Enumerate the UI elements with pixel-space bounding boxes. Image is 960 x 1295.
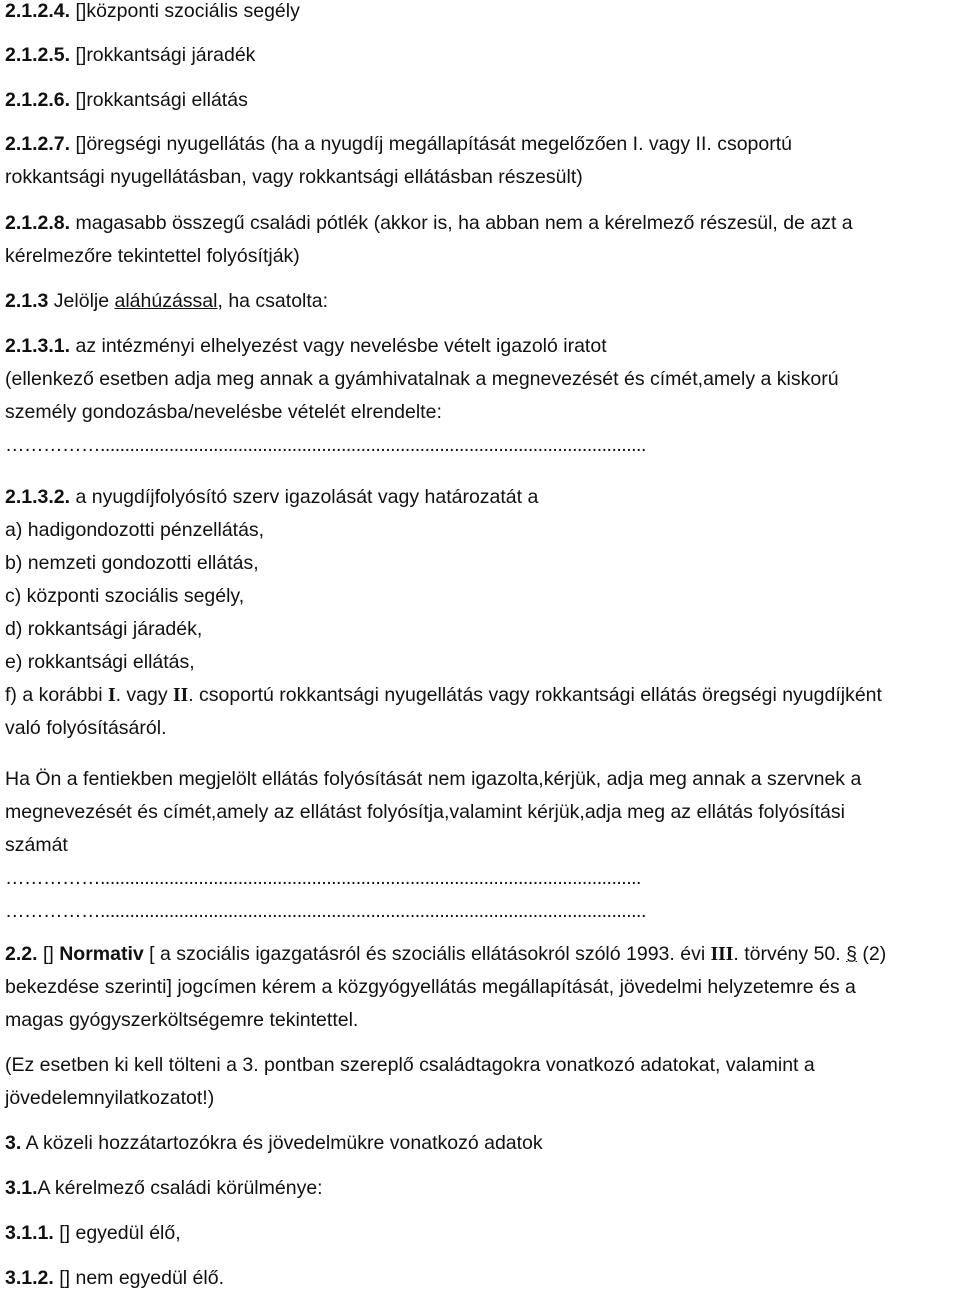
item-text: Jelölje <box>48 290 115 312</box>
item-2-2 <box>5 938 955 1037</box>
item-number: 2.1.3 <box>5 290 49 312</box>
item-text: az intézményi elhelyezést vagy nevelésbe vételt igazoló iratot <box>70 335 607 357</box>
item-number: 2.1.2.4. <box>5 0 71 22</box>
list-item: b) nemzeti gondozotti ellátás, <box>5 552 259 574</box>
item-number: 3.1.1. <box>5 1222 54 1244</box>
item-2-1-3-2 <box>5 481 955 745</box>
fill-in-dotted-line[interactable]: …………….............................................................................................................. <box>5 867 641 889</box>
parenthetical-note <box>5 1049 955 1115</box>
item-text: (2) <box>856 943 887 965</box>
item-number: 3.1.2. <box>5 1267 54 1289</box>
roman-numeral: III <box>710 944 734 965</box>
item-text: . törvény 50. <box>733 943 847 965</box>
item-2-1-2-8 <box>5 207 955 273</box>
item-text: []rokkantsági ellátás <box>70 89 248 111</box>
item-text-continued: kérelmezőre tekintettel folyósítják) <box>5 245 300 267</box>
notice-text: számát <box>5 834 68 856</box>
item-text-continued: (ellenkező esetben adja meg annak a gyámhivatalnak a megnevezését és címét,amely a kiskorú <box>5 368 839 390</box>
item-number: 2.1.2.8. <box>5 212 71 234</box>
item-number: 2.1.2.7. <box>5 133 71 155</box>
list-item-text: . vagy <box>115 684 174 706</box>
item-2-1-2-5 <box>5 39 955 72</box>
item-number: 2.1.3.2. <box>5 486 71 508</box>
list-item <box>5 679 955 712</box>
section-title: A kérelmező családi körülménye: <box>37 1177 323 1199</box>
item-text-continued: bekezdése szerinti] jogcímen kérem a közgyógyellátás megállapítását, jövedelmi helyzetemre és a <box>5 976 856 998</box>
item-text-end: , ha csatolta: <box>217 290 329 312</box>
note-text: jövedelemnyilatkozatot!) <box>5 1087 215 1109</box>
list-item-text: . csoportú rokkantsági nyugellátás vagy rokkantsági ellátás öregségi nyugdíjként <box>188 684 882 706</box>
list-item: a) hadigondozotti pénzellátás, <box>5 519 265 541</box>
section-title: A közeli hozzátartozókra és jövedelmükre vonatkozó adatok <box>21 1132 543 1154</box>
list-item: c) központi szociális segély, <box>5 585 245 607</box>
item-text: [] nem egyedül élő. <box>53 1267 224 1289</box>
item-text: a nyugdíjfolyósító szerv igazolását vagy határozatát a <box>70 486 539 508</box>
item-number: 2.1.3.1. <box>5 335 71 357</box>
item-number: 2.1.2.5. <box>5 44 71 66</box>
notice-text: Ha Ön a fentiekben megjelölt ellátás folyósítását nem igazolta,kérjük, adja meg annak a szervnek a <box>5 768 862 790</box>
item-text-continued: személy gondozásba/nevelésbe vételét elrendelte: <box>5 401 442 423</box>
notice-text: megnevezését és címét,amely az ellátást folyósítja,valamint kérjük,adja meg az ellátás folyósítási <box>5 801 845 823</box>
roman-numeral: II <box>173 685 189 706</box>
item-3-1-2 <box>5 1262 955 1295</box>
bold-term: Normativ <box>59 943 144 965</box>
item-text: []öregségi nyugellátás (ha a nyugdíj megállapítását megelőzően I. vagy II. csoportú <box>70 133 792 155</box>
item-text: []központi szociális segély <box>70 0 300 22</box>
list-item: d) rokkantsági járadék, <box>5 618 203 640</box>
section-number: 3. <box>5 1132 22 1154</box>
section-3-1 <box>5 1172 955 1205</box>
item-text-continued: rokkantsági nyugellátásban, vagy rokkantsági ellátásban részesült) <box>5 166 583 188</box>
item-text-continued: magas gyógyszerköltségemre tekintettel. <box>5 1009 359 1031</box>
underlined-word: aláhúzással <box>114 290 218 312</box>
item-2-1-2-7 <box>5 128 955 194</box>
item-number: 2.1.2.6. <box>5 89 71 111</box>
roman-numeral: I <box>107 685 116 706</box>
section-sign: § <box>846 943 857 965</box>
item-2-1-2-6 <box>5 84 955 117</box>
item-text: []rokkantsági járadék <box>70 44 256 66</box>
item-2-1-3-1 <box>5 330 955 462</box>
item-number: 2.2. <box>5 943 38 965</box>
fill-in-dotted-line[interactable]: ……………............................................................................................................... <box>5 900 646 922</box>
fill-in-dotted-line[interactable]: ……………............................................................................................................... <box>5 434 646 456</box>
item-text: [] <box>37 943 60 965</box>
list-item-text: f) a korábbi <box>5 684 108 706</box>
item-text: magasabb összegű családi pótlék (akkor is, ha abban nem a kérelmező részesül, de azt a <box>70 212 853 234</box>
note-text: (Ez esetben ki kell tölteni a 3. pontban szereplő családtagokra vonatkozó adatokat, valamint a <box>5 1054 815 1076</box>
list-item-continued: való folyósításáról. <box>5 717 167 739</box>
item-text: [ a szociális igazgatásról és szociális ellátásokról szóló 1993. évi <box>143 943 711 965</box>
section-number: 3.1. <box>5 1177 38 1199</box>
item-text: [] egyedül élő, <box>53 1222 181 1244</box>
section-3-heading <box>5 1127 955 1160</box>
list-item: e) rokkantsági ellátás, <box>5 651 195 673</box>
item-3-1-1 <box>5 1217 955 1250</box>
notice-paragraph <box>5 763 955 928</box>
item-2-1-2-4 <box>5 0 955 28</box>
item-2-1-3 <box>5 285 955 318</box>
